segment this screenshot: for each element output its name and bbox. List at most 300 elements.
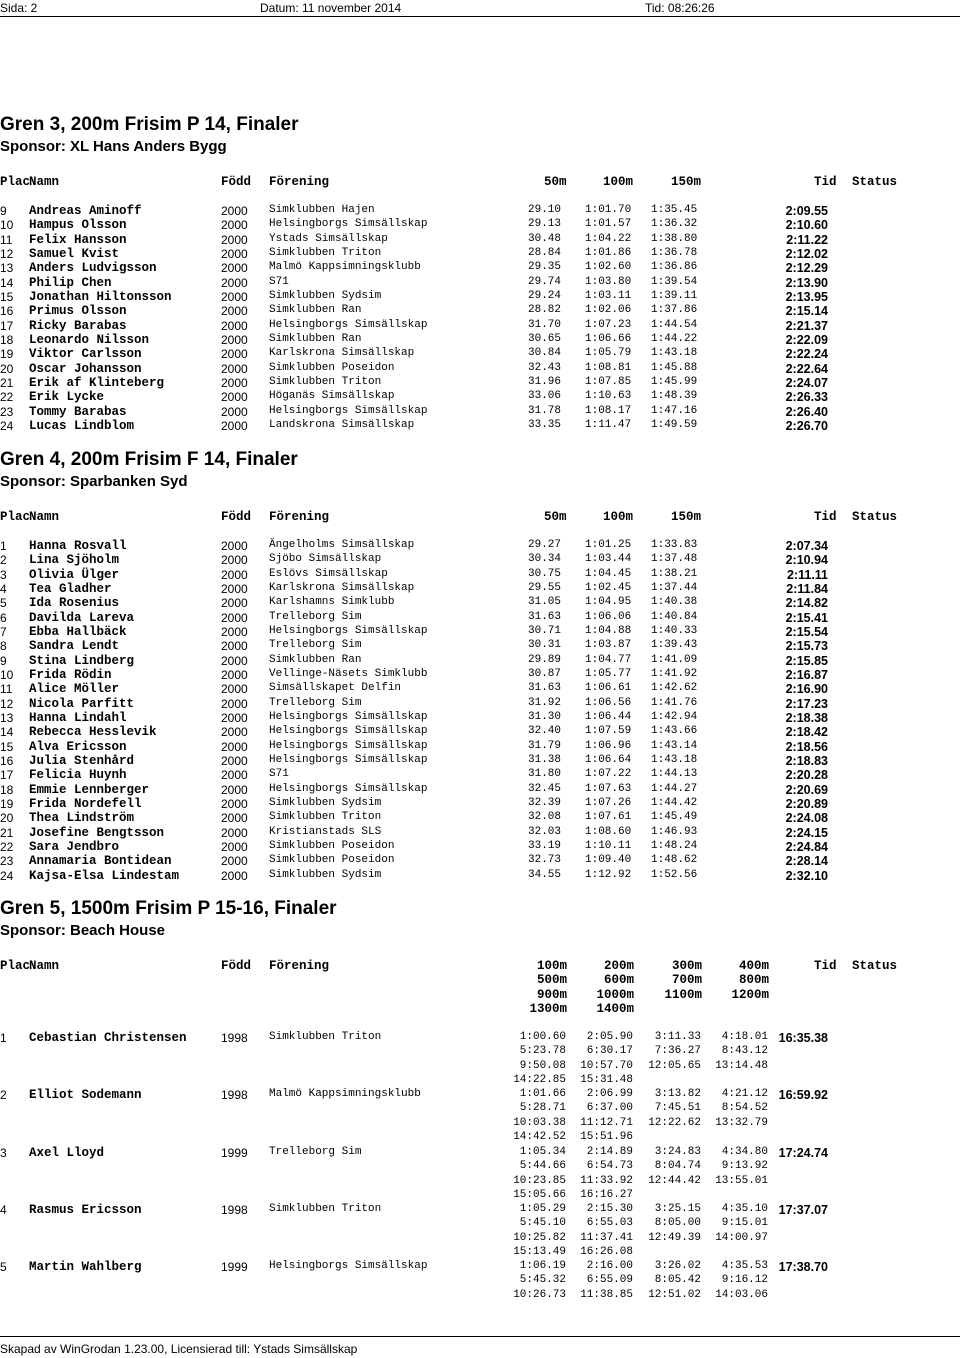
club-name: Eslövs Simsällskap xyxy=(269,567,388,580)
final-time: 2:18.38 xyxy=(785,710,828,725)
split-time: 14:22.85 xyxy=(513,1073,566,1086)
split-time: 31.38 xyxy=(528,753,562,766)
split-time: 10:03.38 xyxy=(513,1116,566,1129)
swimmer-name: Josefine Bengtsson xyxy=(29,825,165,840)
section-sponsor: Sponsor: XL Hans Anders Bygg xyxy=(0,138,227,155)
result-row xyxy=(0,1088,960,1146)
split-time: 1:09.40 xyxy=(585,854,632,867)
club-name: Helsingborgs Simsällskap xyxy=(269,739,428,752)
final-time: 2:20.89 xyxy=(785,796,828,811)
birth-year: 2000 xyxy=(221,232,248,247)
swimmer-name: Davilda Lareva xyxy=(29,610,135,625)
split-time: 1:08.17 xyxy=(585,404,632,417)
header-divider xyxy=(0,16,960,17)
split-time: 2:15.30 xyxy=(586,1203,633,1215)
result-row xyxy=(0,711,960,725)
club-name: Trelleborg Sim xyxy=(269,610,362,623)
birth-year: 2000 xyxy=(221,682,248,697)
result-placing: 23 xyxy=(0,404,14,419)
split-time: 16:16.27 xyxy=(580,1188,633,1201)
column-header-split: 50m xyxy=(544,175,567,189)
result-placing: 1 xyxy=(0,539,7,553)
result-placing: 3 xyxy=(0,567,7,582)
birth-year: 2000 xyxy=(221,390,248,405)
split-time: 29.10 xyxy=(528,204,562,216)
split-time: 9:13.92 xyxy=(721,1160,768,1173)
final-time: 2:22.64 xyxy=(785,361,828,376)
birth-year: 2000 xyxy=(221,854,248,869)
column-header-fodd: Född xyxy=(221,510,252,524)
split-time: 3:26.02 xyxy=(654,1260,701,1272)
club-name: Simklubben Triton xyxy=(269,1203,382,1215)
split-time: 1:36.32 xyxy=(651,218,698,231)
split-time: 1:43.18 xyxy=(651,347,698,360)
split-time: 1:44.27 xyxy=(651,782,698,795)
result-placing: 2 xyxy=(0,1088,7,1102)
split-time: 1:45.88 xyxy=(651,361,698,374)
split-time: 1:08.81 xyxy=(585,361,632,374)
birth-year: 2000 xyxy=(221,318,248,333)
club-name: Malmö Kappsimningsklubb xyxy=(269,1088,421,1100)
split-time: 1:00.60 xyxy=(519,1031,566,1043)
split-time: 1:48.62 xyxy=(651,854,698,867)
split-time: 1:01.57 xyxy=(585,218,632,231)
result-row xyxy=(0,826,960,840)
split-time: 30.75 xyxy=(528,567,562,580)
swimmer-name: Tommy Barabas xyxy=(29,404,127,419)
column-header-split: 150m xyxy=(671,510,702,524)
split-time: 1:03.44 xyxy=(585,553,632,566)
split-time: 1:06.56 xyxy=(585,696,632,709)
result-placing: 12 xyxy=(0,696,14,711)
split-time: 33.35 xyxy=(528,418,562,431)
split-time: 29.13 xyxy=(528,218,562,231)
column-header-status: Status xyxy=(852,510,898,524)
split-time: 15:31.48 xyxy=(580,1073,633,1086)
result-row xyxy=(0,840,960,854)
result-placing: 16 xyxy=(0,753,14,768)
swimmer-name: Philip Chen xyxy=(29,275,112,290)
club-name: Helsingborgs Simsällskap xyxy=(269,782,428,795)
final-time: 2:15.85 xyxy=(785,653,828,668)
birth-year: 1998 xyxy=(221,1203,248,1217)
split-time: 3:24.83 xyxy=(654,1146,701,1158)
final-time: 2:16.87 xyxy=(785,667,828,682)
result-placing: 13 xyxy=(0,710,14,725)
final-time: 2:20.28 xyxy=(785,768,828,783)
split-time: 1:01.70 xyxy=(585,204,632,216)
birth-year: 2000 xyxy=(221,275,248,290)
split-time: 11:33.92 xyxy=(580,1174,633,1187)
club-name: Helsingborgs Simsällskap xyxy=(269,725,428,738)
swimmer-name: Felix Hansson xyxy=(29,232,127,247)
result-placing: 24 xyxy=(0,418,14,433)
split-time: 1:45.49 xyxy=(651,811,698,824)
result-row xyxy=(0,333,960,347)
final-time: 2:24.08 xyxy=(785,811,828,826)
final-time: 2:13.95 xyxy=(785,289,828,304)
split-time: 1:37.48 xyxy=(651,553,698,566)
result-placing: 7 xyxy=(0,624,7,639)
split-time: 8:43.12 xyxy=(721,1045,768,1058)
split-time: 1:46.93 xyxy=(651,825,698,838)
split-time: 4:35.10 xyxy=(721,1203,768,1215)
split-time: 1:40.33 xyxy=(651,624,698,637)
final-time: 2:32.10 xyxy=(785,868,828,883)
result-row xyxy=(0,247,960,261)
split-time: 1:43.18 xyxy=(651,753,698,766)
split-time: 1:02.06 xyxy=(585,304,632,317)
swimmer-name: Rasmus Ericsson xyxy=(29,1203,142,1217)
swimmer-name: Nicola Parfitt xyxy=(29,696,135,711)
split-time: 2:06.99 xyxy=(586,1088,633,1100)
split-time: 30.34 xyxy=(528,553,562,566)
split-time: 12:05.65 xyxy=(648,1059,701,1072)
split-time: 5:23.78 xyxy=(519,1045,566,1058)
split-time: 1:35.45 xyxy=(651,204,698,216)
split-time: 1:04.22 xyxy=(585,232,632,245)
split-time: 31.63 xyxy=(528,610,562,623)
final-time: 2:22.09 xyxy=(785,332,828,347)
split-time: 1:06.66 xyxy=(585,332,632,345)
final-time: 2:20.69 xyxy=(785,782,828,797)
section-title: Gren 3, 200m Frisim P 14, Finaler xyxy=(0,114,299,135)
split-time: 29.74 xyxy=(528,275,562,288)
split-time: 12:22.62 xyxy=(648,1116,701,1129)
result-placing: 10 xyxy=(0,667,14,682)
swimmer-name: Anders Ludvigsson xyxy=(29,261,157,276)
split-time: 1:04.77 xyxy=(585,653,632,666)
column-header-split: 100m xyxy=(603,510,634,524)
birth-year: 2000 xyxy=(221,204,248,218)
column-header-namn: Namn xyxy=(29,959,60,973)
column-header-fodd: Född xyxy=(221,959,252,973)
birth-year: 2000 xyxy=(221,553,248,568)
result-placing: 13 xyxy=(0,261,14,276)
result-row xyxy=(0,405,960,419)
split-time: 1:41.76 xyxy=(651,696,698,709)
column-header-split: 900m xyxy=(536,987,567,1002)
split-time: 10:26.73 xyxy=(513,1288,566,1301)
birth-year: 2000 xyxy=(221,739,248,754)
split-time: 30.71 xyxy=(528,624,562,637)
swimmer-name: Kajsa-Elsa Lindestam xyxy=(29,868,180,883)
split-time: 2:14.89 xyxy=(586,1146,633,1158)
split-time: 1:47.16 xyxy=(651,404,698,417)
birth-year: 2000 xyxy=(221,811,248,826)
club-name: Simklubben Sydsim xyxy=(269,868,382,881)
column-header-split: 150m xyxy=(671,175,702,189)
swimmer-name: Julia Stenhård xyxy=(29,753,135,768)
final-time: 2:17.23 xyxy=(785,696,828,711)
split-time: 10:25.82 xyxy=(513,1231,566,1244)
swimmer-name: Hanna Rosvall xyxy=(29,539,127,553)
split-time: 11:38.85 xyxy=(580,1288,633,1301)
split-time: 32.39 xyxy=(528,796,562,809)
column-header-forening: Förening xyxy=(269,959,330,973)
club-name: Simklubben Poseidon xyxy=(269,854,395,867)
split-time: 1:05.79 xyxy=(585,347,632,360)
final-time: 2:11.22 xyxy=(786,232,828,247)
split-time: 31.79 xyxy=(528,739,562,752)
swimmer-name: Alva Ericsson xyxy=(29,739,127,754)
club-name: Karlskrona Simsällskap xyxy=(269,581,415,594)
split-time: 10:57.70 xyxy=(580,1059,633,1072)
final-time: 17:37.07 xyxy=(778,1203,828,1217)
final-time: 2:26.40 xyxy=(785,404,828,419)
birth-year: 2000 xyxy=(221,696,248,711)
split-time: 32.73 xyxy=(528,854,562,867)
club-name: Simklubben Triton xyxy=(269,246,382,259)
final-time: 2:12.02 xyxy=(785,246,828,261)
final-time: 2:24.84 xyxy=(785,839,828,854)
column-header-split: 100m xyxy=(536,959,567,973)
club-name: Helsingborgs Simsällskap xyxy=(269,1260,428,1272)
column-header-status: Status xyxy=(852,959,898,973)
split-time: 1:38.21 xyxy=(651,567,698,580)
column-header-fodd: Född xyxy=(221,175,252,189)
birth-year: 2000 xyxy=(221,868,248,883)
result-row xyxy=(0,1203,960,1261)
column-header-split: 100m xyxy=(603,175,634,189)
swimmer-name: Sara Jendbro xyxy=(29,839,120,854)
split-time: 1:02.60 xyxy=(585,261,632,274)
birth-year: 2000 xyxy=(221,753,248,768)
split-time: 13:32.79 xyxy=(715,1116,768,1129)
split-time: 1:37.86 xyxy=(651,304,698,317)
swimmer-name: Ricky Barabas xyxy=(29,318,127,333)
split-time: 14:00.97 xyxy=(715,1231,768,1244)
result-row xyxy=(0,725,960,739)
result-row xyxy=(0,568,960,582)
birth-year: 2000 xyxy=(221,246,248,261)
final-time: 2:16.90 xyxy=(785,682,828,697)
club-name: Simklubben Hajen xyxy=(269,204,375,216)
birth-year: 2000 xyxy=(221,782,248,797)
split-time: 1:05.29 xyxy=(519,1203,566,1215)
result-placing: 4 xyxy=(0,1203,7,1217)
swimmer-name: Oscar Johansson xyxy=(29,361,142,376)
result-row xyxy=(0,869,960,883)
split-time: 1:03.87 xyxy=(585,639,632,652)
split-time: 1:43.14 xyxy=(651,739,698,752)
split-time: 4:34.80 xyxy=(721,1146,768,1158)
result-placing: 6 xyxy=(0,610,7,625)
club-name: Trelleborg Sim xyxy=(269,639,362,652)
split-time: 1:36.86 xyxy=(651,261,698,274)
split-time: 32.45 xyxy=(528,782,562,795)
result-placing: 21 xyxy=(0,825,14,840)
split-time: 1:43.66 xyxy=(651,725,698,738)
club-name: Trelleborg Sim xyxy=(269,1146,362,1158)
birth-year: 2000 xyxy=(221,796,248,811)
split-time: 1:06.61 xyxy=(585,682,632,695)
split-time: 1:40.38 xyxy=(651,596,698,609)
club-name: Helsingborgs Simsällskap xyxy=(269,404,428,417)
club-name: Kristianstads SLS xyxy=(269,825,382,838)
club-name: Simklubben Poseidon xyxy=(269,361,395,374)
split-time: 1:06.19 xyxy=(519,1260,566,1272)
birth-year: 2000 xyxy=(221,596,248,611)
club-name: Karlskrona Simsällskap xyxy=(269,347,415,360)
birth-year: 2000 xyxy=(221,347,248,362)
result-placing: 17 xyxy=(0,768,14,783)
result-placing: 16 xyxy=(0,304,14,319)
split-time: 1:06.06 xyxy=(585,610,632,623)
swimmer-name: Martin Wahlberg xyxy=(29,1260,142,1274)
split-time: 1:39.11 xyxy=(651,289,698,302)
split-time: 1:04.95 xyxy=(585,596,632,609)
birth-year: 2000 xyxy=(221,839,248,854)
split-time: 3:25.15 xyxy=(654,1203,701,1215)
page-number: Sida: 2 xyxy=(0,1,38,15)
swimmer-name: Olivia Ülger xyxy=(29,567,120,582)
column-header-split: 1000m xyxy=(596,987,634,1002)
column-header-tid: Tid xyxy=(814,959,837,973)
birth-year: 2000 xyxy=(221,289,248,304)
final-time: 2:15.14 xyxy=(785,304,828,319)
club-name: Helsingborgs Simsällskap xyxy=(269,218,428,231)
split-time: 32.40 xyxy=(528,725,562,738)
club-name: Helsingborgs Simsällskap xyxy=(269,753,428,766)
split-time: 28.82 xyxy=(528,304,562,317)
split-time: 6:54.73 xyxy=(586,1160,633,1173)
split-time: 31.80 xyxy=(528,768,562,781)
split-time: 1:07.26 xyxy=(585,796,632,809)
split-time: 1:42.62 xyxy=(651,682,698,695)
split-time: 32.03 xyxy=(528,825,562,838)
birth-year: 2000 xyxy=(221,725,248,740)
split-time: 8:04.74 xyxy=(654,1160,701,1173)
swimmer-name: Cebastian Christensen xyxy=(29,1031,187,1045)
split-time: 1:03.80 xyxy=(585,275,632,288)
column-header-split: 1200m xyxy=(731,987,769,1002)
split-time: 1:48.24 xyxy=(651,839,698,852)
result-placing: 8 xyxy=(0,639,7,654)
section-title: Gren 4, 200m Frisim F 14, Finaler xyxy=(0,449,298,470)
split-time: 15:51.96 xyxy=(580,1130,633,1143)
split-time: 1:07.63 xyxy=(585,782,632,795)
column-header-split: 1400m xyxy=(596,1001,634,1016)
split-time: 30.48 xyxy=(528,232,562,245)
split-time: 4:18.01 xyxy=(721,1031,768,1043)
result-row xyxy=(0,347,960,361)
split-time: 5:45.32 xyxy=(519,1274,566,1287)
column-header-split: 1300m xyxy=(529,1001,567,1016)
split-time: 31.70 xyxy=(528,318,562,331)
result-placing: 9 xyxy=(0,204,7,218)
split-time: 31.05 xyxy=(528,596,562,609)
split-time: 1:33.83 xyxy=(651,539,698,551)
result-placing: 5 xyxy=(0,1260,7,1274)
split-time: 1:07.61 xyxy=(585,811,632,824)
swimmer-name: Andreas Aminoff xyxy=(29,204,142,218)
result-placing: 1 xyxy=(0,1031,7,1045)
split-time: 9:16.12 xyxy=(721,1274,768,1287)
split-time: 1:03.11 xyxy=(585,289,632,302)
swimmer-name: Rebecca Hesslevik xyxy=(29,725,157,740)
result-row xyxy=(0,654,960,668)
birth-year: 2000 xyxy=(221,539,248,553)
result-row xyxy=(0,768,960,782)
split-time: 34.55 xyxy=(528,868,562,881)
result-row xyxy=(0,390,960,404)
split-time: 11:12.71 xyxy=(580,1116,633,1129)
result-placing: 14 xyxy=(0,275,14,290)
club-name: Karlshamns Simklubb xyxy=(269,596,395,609)
split-time: 1:44.42 xyxy=(651,796,698,809)
final-time: 2:12.29 xyxy=(785,261,828,276)
split-time: 32.08 xyxy=(528,811,562,824)
print-date: Datum: 11 november 2014 xyxy=(260,1,402,15)
result-row xyxy=(0,639,960,653)
split-time: 1:49.59 xyxy=(651,418,698,431)
result-placing: 15 xyxy=(0,739,14,754)
club-name: Helsingborgs Simsällskap xyxy=(269,624,428,637)
result-row xyxy=(0,611,960,625)
split-time: 4:21.12 xyxy=(721,1088,768,1100)
swimmer-name: Lina Sjöholm xyxy=(29,553,120,568)
column-header-split: 500m xyxy=(536,973,567,988)
split-time: 1:05.77 xyxy=(585,667,632,680)
club-name: Malmö Kappsimningsklubb xyxy=(269,261,421,274)
result-placing: 22 xyxy=(0,390,14,405)
result-row xyxy=(0,304,960,318)
column-header-plac: Plac xyxy=(0,510,31,524)
split-time: 12:44.42 xyxy=(648,1174,701,1187)
split-time: 31.30 xyxy=(528,710,562,723)
result-row xyxy=(0,596,960,610)
birth-year: 2000 xyxy=(221,610,248,625)
result-row xyxy=(0,1146,960,1204)
split-time: 1:01.25 xyxy=(585,539,632,551)
swimmer-name: Stina Lindberg xyxy=(29,653,135,668)
swimmer-name: Sandra Lendt xyxy=(29,639,120,654)
split-time: 30.65 xyxy=(528,332,562,345)
result-placing: 2 xyxy=(0,553,7,568)
final-time: 2:18.83 xyxy=(785,753,828,768)
birth-year: 2000 xyxy=(221,304,248,319)
column-header-split: 600m xyxy=(603,973,634,988)
result-row xyxy=(0,1260,960,1318)
split-time: 6:37.00 xyxy=(586,1102,633,1115)
swimmer-name: Annamaria Bontidean xyxy=(29,854,172,869)
split-time: 1:45.99 xyxy=(651,375,698,388)
footer-divider xyxy=(0,1336,960,1337)
split-time: 15:13.49 xyxy=(513,1245,566,1258)
split-time: 1:07.85 xyxy=(585,375,632,388)
column-header-split: 700m xyxy=(671,973,702,988)
club-name: S71 xyxy=(269,275,289,288)
result-row xyxy=(0,218,960,232)
club-name: Simklubben Triton xyxy=(269,811,382,824)
final-time: 2:15.73 xyxy=(785,639,828,654)
result-row xyxy=(0,668,960,682)
final-time: 17:38.70 xyxy=(778,1260,828,1274)
result-row xyxy=(0,754,960,768)
split-time: 1:48.39 xyxy=(651,390,698,403)
split-time: 1:42.94 xyxy=(651,710,698,723)
split-time: 1:06.64 xyxy=(585,753,632,766)
split-time: 29.89 xyxy=(528,653,562,666)
split-time: 1:07.23 xyxy=(585,318,632,331)
column-header-forening: Förening xyxy=(269,175,330,189)
column-header-namn: Namn xyxy=(29,510,60,524)
club-name: Simklubben Sydsim xyxy=(269,289,382,302)
result-placing: 14 xyxy=(0,725,14,740)
column-header-status: Status xyxy=(852,175,898,189)
split-time: 31.78 xyxy=(528,404,562,417)
